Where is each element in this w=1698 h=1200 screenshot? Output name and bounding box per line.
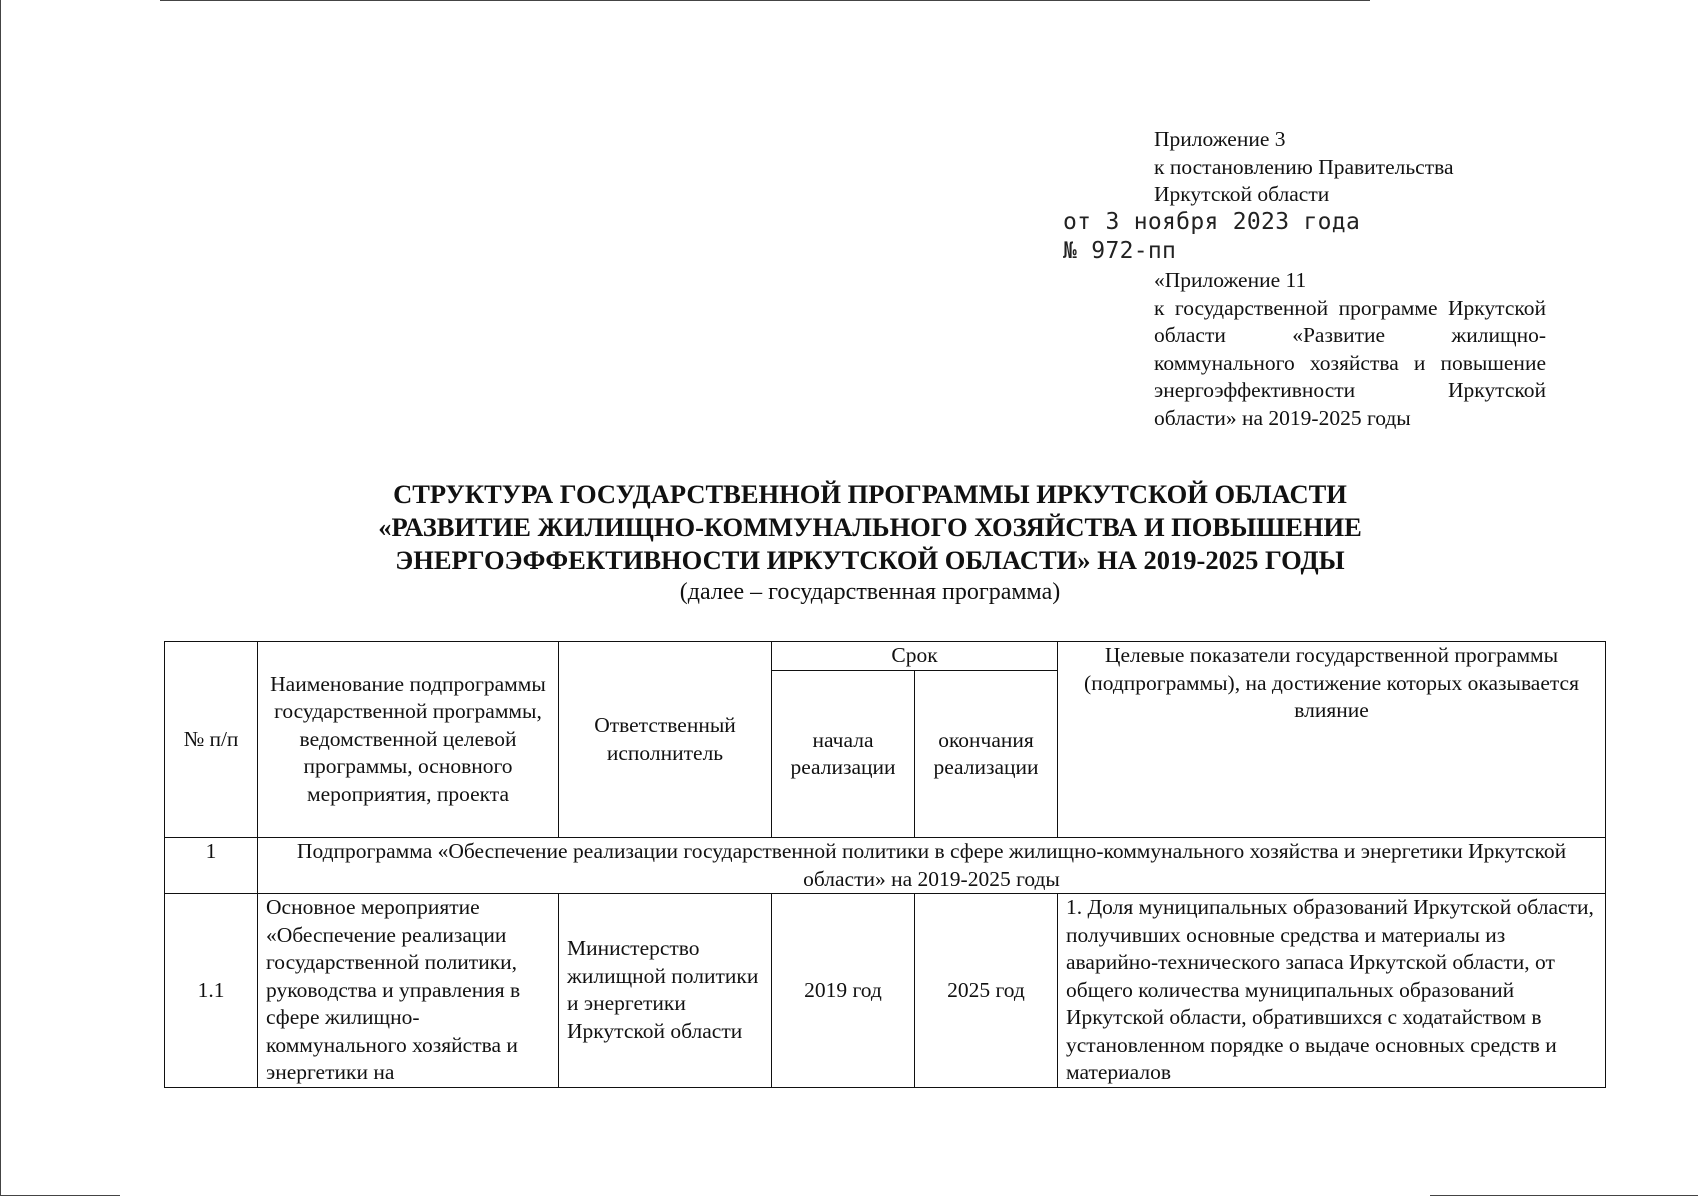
- row-indicators: 1. Доля муниципальных образований Иркутской области, получивших основные средства и материалы из аварийно-технического запаса Иркутской области, от общего количества муниципальных образований Иркутской области, обратившихся с ходатайством в установленном порядке о выдаче основных средств и материалов: [1058, 894, 1606, 1088]
- header-term: Срок: [772, 642, 1058, 671]
- header-num: № п/п: [165, 642, 258, 838]
- date-stamp: от 3 ноября 2023 года: [1063, 209, 1361, 235]
- appendix-line: к постановлению Правительства: [1154, 154, 1454, 179]
- annex11-body: к государственной программе Иркутской области «Развитие жилищно-коммунального хозяйства и повышение энергоэффективности Иркутской области» на 2019-2025 годы: [1154, 295, 1546, 430]
- header-start: начала реализации: [772, 671, 915, 838]
- row-name: Основное мероприятие «Обеспечение реализации государственной политики, руководства и управления в сфере жилищно-коммунального хозяйства и энергетики на: [258, 894, 559, 1088]
- number-stamp: № 972-пп: [1063, 238, 1177, 264]
- appendix-block: [1154, 126, 1454, 209]
- row-end: 2025 год: [915, 894, 1058, 1088]
- row-num: 1.1: [165, 894, 258, 1088]
- program-structure-table: [164, 641, 1606, 1088]
- document-title: [240, 478, 1500, 607]
- header-name: Наименование подпрограммы государственной программы, ведомственной целевой программы, основного мероприятия, проекта: [258, 642, 559, 838]
- header-responsible: Ответственный исполнитель: [559, 642, 772, 838]
- scan-edge-left: [0, 0, 1, 1195]
- row-start: 2019 год: [772, 894, 915, 1088]
- row-num: 1: [165, 838, 258, 894]
- header-end: окончания реализации: [915, 671, 1058, 838]
- scan-edge-top: [160, 0, 1370, 1]
- scan-edge-bottom-right: [1430, 1195, 1698, 1196]
- appendix-line: Приложение 3: [1154, 127, 1286, 151]
- title-line: ЭНЕРГОЭФФЕКТИВНОСТИ ИРКУТСКОЙ ОБЛАСТИ» НА 2019-2025 ГОДЫ: [395, 545, 1345, 575]
- table-row: [165, 838, 1606, 894]
- title-line: «РАЗВИТИЕ ЖИЛИЩНО-КОММУНАЛЬНОГО ХОЗЯЙСТВА И ПОВЫШЕНИЕ: [378, 512, 1362, 542]
- header-indicators: Целевые показатели государственной программы (подпрограммы), на достижение которых оказывается влияние: [1058, 642, 1606, 838]
- row-responsible: Министерство жилищной политики и энергетики Иркутской области: [559, 894, 772, 1088]
- subprogram-title: Подпрограмма «Обеспечение реализации государственной политики в сфере жилищно-коммунального хозяйства и энергетики Иркутской области» на 2019-2025 годы: [258, 838, 1606, 894]
- title-line: СТРУКТУРА ГОСУДАРСТВЕННОЙ ПРОГРАММЫ ИРКУТСКОЙ ОБЛАСТИ: [393, 479, 1347, 509]
- appendix-line: Иркутской области: [1154, 182, 1330, 206]
- annex11-title: «Приложение 11: [1154, 268, 1307, 292]
- annex11-block: [1154, 267, 1546, 432]
- document-subtitle: (далее – государственная программа): [679, 579, 1061, 605]
- scan-edge-bottom: [0, 1195, 120, 1196]
- table-row: [165, 894, 1606, 1088]
- table-header-row: [165, 642, 1606, 671]
